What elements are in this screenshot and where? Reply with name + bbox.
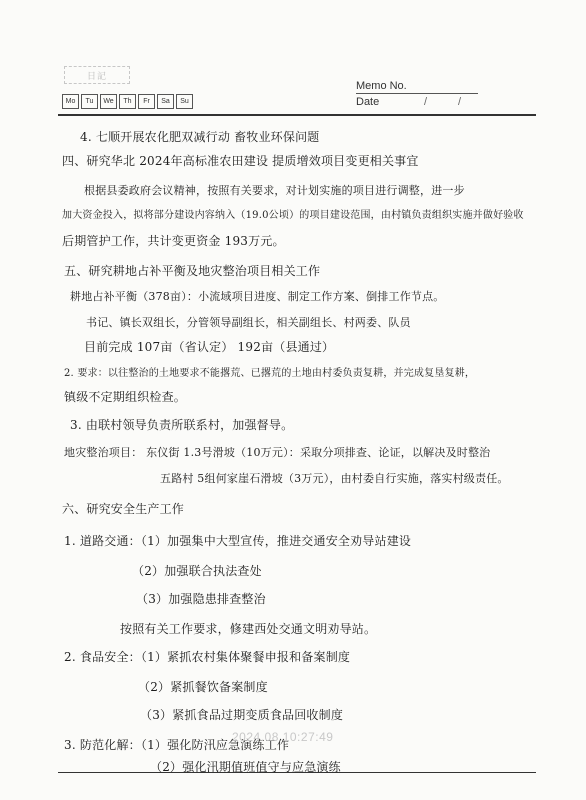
note-line: 加大资金投入，拟将部分建设内容纳入（19.0公顷）的项目建设范围，由村镇负责组织实施并做好验收 bbox=[62, 210, 524, 221]
date-slash-2: / bbox=[458, 96, 462, 108]
note-line: 六、研究安全生产工作 bbox=[62, 502, 185, 516]
note-line: （2）紧抓餐饮备案制度 bbox=[138, 680, 268, 694]
note-line: 镇级不定期组织检查。 bbox=[64, 390, 187, 404]
note-line: 按照有关工作要求，修建西处交通文明劝导站。 bbox=[120, 622, 377, 636]
note-line: （3）紧抓食品过期变质食品回收制度 bbox=[140, 708, 344, 722]
weekday-su: Su bbox=[176, 94, 193, 109]
note-line: 2. 要求：以往整治的土地要求不能撂荒、已撂荒的土地由村委负责复耕，并完成复垦复耕， bbox=[64, 368, 476, 379]
date-label: Date bbox=[356, 96, 380, 108]
note-line: 后期管护工作，共计变更资金 193万元。 bbox=[62, 234, 285, 248]
date-slash-1: / bbox=[424, 96, 428, 108]
weekday-th: Th bbox=[119, 94, 136, 109]
note-line: 3. 由联村领导负责所联系村，加强督导。 bbox=[70, 418, 294, 432]
weekday-sa: Sa bbox=[157, 94, 174, 109]
note-line: 书记、镇长双组长，分管领导副组长，相关副组长、村两委、队员 bbox=[86, 316, 411, 329]
weekday-we: We bbox=[100, 94, 117, 109]
note-line: （2）强化汛期值班值守与应急演练 bbox=[150, 760, 341, 774]
note-line: 耕地占补平衡（378亩）：小流域项目进度、制定工作方案、倒排工作节点。 bbox=[70, 290, 445, 303]
note-line: 五路村 5组何家崖石滑坡（3万元），由村委自行实施，落实村级责任。 bbox=[160, 472, 509, 485]
header-rule bbox=[58, 114, 536, 116]
weekday-mo: Mo bbox=[62, 94, 79, 109]
weekday-fr: Fr bbox=[138, 94, 155, 109]
note-line: 地灾整治项目： 东仪街 1.3号滑坡（10万元）：采取分项排查、论证，以解决及时整治 bbox=[64, 446, 491, 459]
note-line: 五、研究耕地占补平衡及地灾整治项目相关工作 bbox=[64, 264, 321, 278]
weekday-row bbox=[62, 94, 195, 109]
note-line: （2）加强联合执法查处 bbox=[132, 564, 262, 578]
memo-underline bbox=[356, 93, 478, 94]
note-line: 根据县委政府会议精神，按照有关要求，对计划实施的项目进行调整，进一步 bbox=[84, 184, 465, 197]
note-line: 四、研究华北 2024年高标准农田建设 提质增效项目变更相关事宜 bbox=[62, 154, 419, 168]
notebook-logo: 日記 bbox=[64, 66, 130, 84]
memo-no-label: Memo No. bbox=[356, 80, 407, 92]
note-line: （3）加强隐患排查整治 bbox=[136, 592, 266, 606]
note-line: 1. 道路交通：（1）加强集中大型宣传，推进交通安全劝导站建设 bbox=[64, 534, 412, 548]
photo-timestamp-watermark: 2024.08 10:27:49 bbox=[232, 730, 334, 744]
weekday-tu: Tu bbox=[81, 94, 98, 109]
note-line: 2. 食品安全：（1）紧抓农村集体聚餐申报和备案制度 bbox=[64, 650, 351, 664]
bottom-rule bbox=[58, 772, 536, 773]
note-line: 3. 防范化解：（1）强化防汛应急演练工作 bbox=[64, 738, 290, 752]
note-line: 4. 七顺开展农化肥双减行动 畜牧业环保问题 bbox=[80, 130, 320, 144]
note-line: 目前完成 107亩（省认定） 192亩（县通过） bbox=[84, 340, 335, 354]
